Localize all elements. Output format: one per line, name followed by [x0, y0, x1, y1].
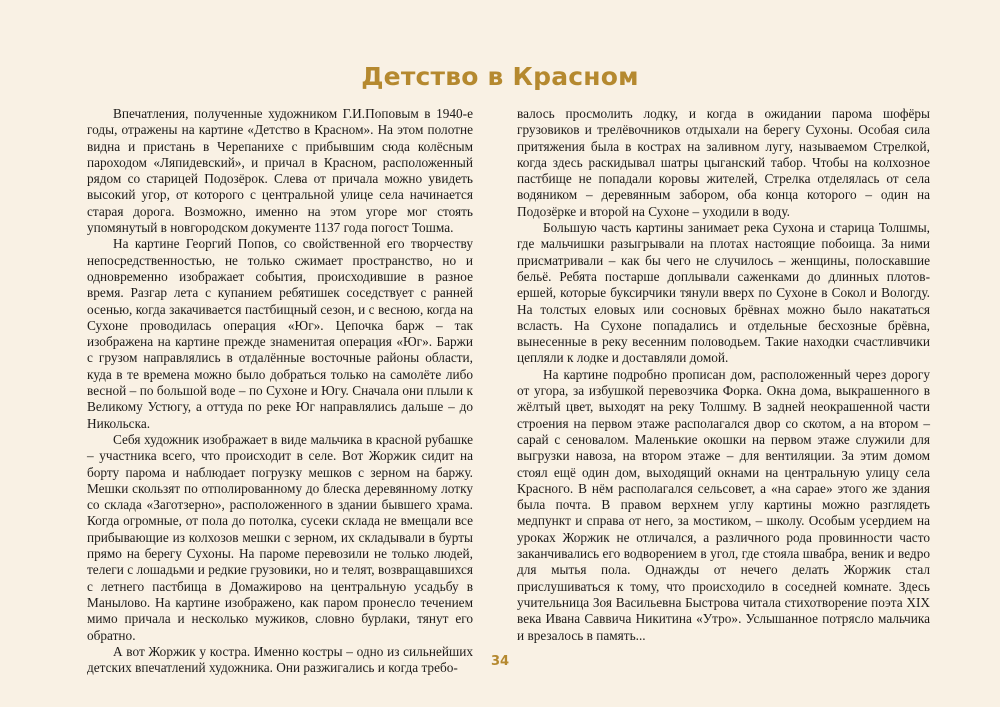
paragraph: Себя художник изображает в виде мальчика в красной рубашке – участника всего, что происходит в селе. Вот Жоржик сидит на борту парома и наблюдает погрузку мешков с зерном на баржу. Мешки скользят по отполированному до блеска деревянному лотку со склада «Заготзерно», расположенного в здании бывшего храма. Когда огромные, от пола до потолка, сусеки склада не вмещали все прибывающие из колхозов мешки с зерном, их складывали в бурты прямо на берегу Сухоны. На пароме перевозили не только людей, телеги с лошадьми и редкие грузовики, но и телят, возвращавшихся с летнего пастбища в Домажирово на центральную усадьбу в Манылово. На картине изображено, как паром пронесло течением мимо причала и несколько мужиков, словно бурлаки, тянут его обратно.	[87, 431, 473, 643]
paragraph: На картине подробно прописан дом, расположенный через дорогу от угора, за избушкой перевозчика Форка. Окна дома, выкрашенного в жёлтый цвет, выходят на реку Толшму. В задней неокрашенной части строения на первом этаже располагался двор со скотом, а на втором – сарай с сеновалом. Маленькие окошки на первом этаже служили для выгрузки навоза, на втором этаже – для вентиляции. За этим домом стоял ещё один дом, выходящий окнами на центральную улицу села Красного. В нём располагался сельсовет, а «на сарае» этого же здания была почта. В правом верхнем углу картины можно разглядеть медпункт и справа от него, за мостиком, – школу. Особым усердием на уроках Жоржик не отличался, а различного рода провинности часто заканчивались его водворением в угол, где стояла швабра, веник и ведро для мытья пола. Однажды от нечего делать Жоржик стал прислушиваться к тому, что происходило в соседней комнате. Здесь учительница Зоя Васильевна Быстрова читала стихотворение поэта XIX века Ивана Саввича Никитина «Утро». Услышанное потрясло мальчика и врезалось в память...	[517, 366, 930, 643]
right-column	[517, 106, 930, 644]
page-number: 34	[490, 654, 510, 669]
paragraph: Впечатления, полученные художником Г.И.Поповым в 1940-е годы, отражены на картине «Детство в Красном». На этом полотне видна и пристань в Черепанихе с прибывшим сюда колёсным пароходом «Ляпидевский», и причал в Красном, расположенный рядом со старицей Подозёрок. Слева от причала можно увидеть высокий угор, от которого с центральной улице села начинается старая дорога. Возможно, именно на этом угоре мог стоять упомянутый в новгородском документе 1137 года погост Тошма.	[87, 106, 473, 236]
page-title: Детство в Красном	[361, 62, 639, 91]
paragraph: На картине Георгий Попов, со свойственной его творчеству непосредственностью, не только сжимает пространство, но и одновременно изображает события, происходившие в разное время. Разгар лета с купанием ребятишек соседствует с ранней осенью, когда закачивается пастбищный сезон, и с весною, когда на Сухоне проводилась операция «Юг». Цепочка барж – так изображена на картине прежде знаменитая операция «Юг». Баржи с грузом направлялись в отдалённые восточные районы области, куда в те времена можно было добраться только на самолёте либо весной – по большой воде – по Сухоне и Югу. Сначала они плыли к Великому Устюгу, а оттуда по реке Юг направлялись дальше – до Никольска.	[87, 236, 473, 431]
paragraph: А вот Жоржик у костра. Именно костры – одно из сильнейших детских впечатлений художника. Они разжигались и когда требо-	[87, 643, 473, 676]
left-column	[87, 106, 473, 676]
paragraph: Большую часть картины занимает река Сухона и старица Толшмы, где мальчишки разыгрывали на плотах настоящие побоища. За ними присматривали – как бы чего не случилось – женщины, полоскавшие бельё. Ребята постарше доплывали саженками до длинных плотов-ершей, которые буксирчики тянули вверх по Сухоне в Сокол и Вологду. На толстых еловых или сосновых брёвнах можно было накататься всласть. На Сухоне попадались и отдельные бесхозные брёвна, вынесенные в реку весенним половодьем. Такие находки счастливчики цепляли к лодке и доставляли домой.	[517, 220, 930, 366]
paragraph-continued: валось просмолить лодку, и когда в ожидании парома шофёры грузовиков и трелёвочников отдыхали на берегу Сухоны. Особая сила притяжения была в кострах на заливном лугу, называемом Стрелкой, когда здесь раскидывал шатры цыганский табор. Чтобы на колхозное пастбище не попадали коровы жителей, Стрелка отделялась от села водяником – деревянным забором, оба конца которого – один на Подозёрке и второй на Сухоне – уходили в воду.	[517, 106, 930, 219]
